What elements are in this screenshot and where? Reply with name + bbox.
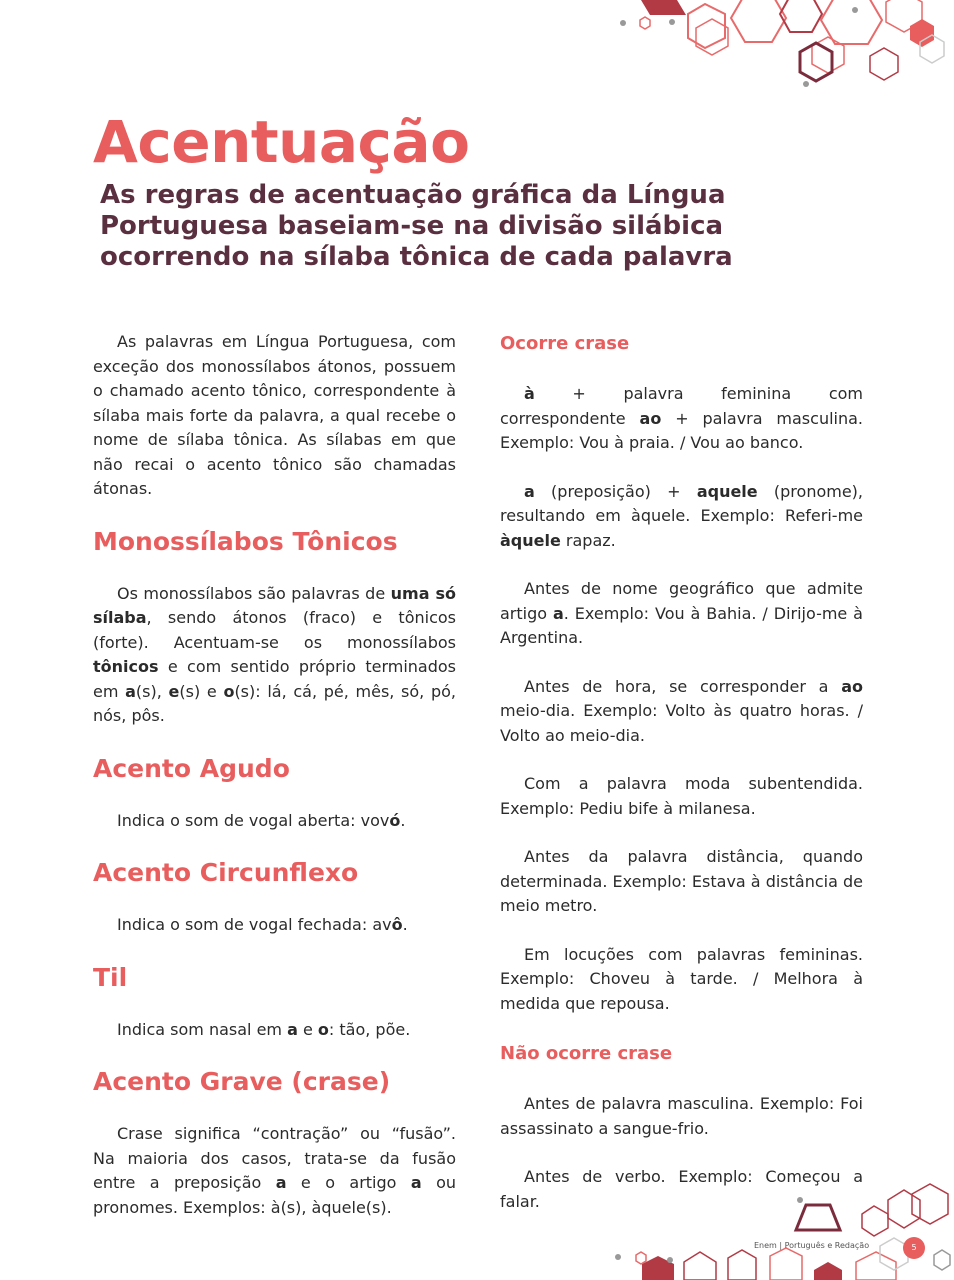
page-title: Acentuação [93, 108, 470, 176]
agudo-paragraph: Indica o som de vogal aberta: vovó. [117, 810, 406, 830]
section-heading-circunflexo: Acento Circunflexo [93, 858, 359, 887]
right-column [500, 330, 863, 1238]
ocorre-paragraph-1: à + palavra feminina com correspondente ao + palavra masculina. Exemplo: Vou à praia. / Vou ao banco. [500, 384, 864, 452]
ocorre-paragraph-5: Com a palavra moda subentendida. Exemplo: Pediu bife à milanesa. [500, 774, 863, 818]
til-paragraph: Indica som nasal em a e o: tão, põe. [117, 1019, 411, 1039]
section-heading-monossilabos: Monossílabos Tônicos [93, 526, 398, 556]
page-number-badge: 5 [903, 1237, 925, 1259]
grave-paragraph: Crase significa “contração” ou “fusão”. Na maioria dos casos, trata-se da fusão entre a preposição a e o artigo a ou pronomes. Exemplos: à(s), àquele(s). [93, 1124, 456, 1217]
ocorre-paragraph-4: Antes de hora, se corresponder a ao meio-dia. Exemplo: Volto às quatro horas. / Volto ao meio-dia. [500, 676, 863, 745]
monossilabos-paragraph: Os monossílabos são palavras de uma só sílaba, sendo átonos (fraco) e tônicos (forte). Acentuam-se os monossílabos tônicos e com sentido próprio terminados em a(s), e(s) e o(s): lá, cá, pé, mês, só, pó, nós, pôs. [93, 583, 457, 725]
section-heading-til: Til [93, 962, 128, 992]
ocorre-paragraph-7: Em locuções com palavras femininas. Exemplo: Choveu à tarde. / Melhora à medida que repousa. [500, 944, 863, 1013]
ocorre-paragraph-6: Antes da palavra distância, quando determinada. Exemplo: Estava à distância de meio metro. [500, 847, 863, 915]
footer-label: Enem | Português e Redação [754, 1241, 870, 1250]
top-hexagon-decoration [0, 0, 954, 100]
left-column [93, 330, 456, 1244]
section-heading-ocorre-crase: Ocorre crase [500, 333, 630, 354]
ocorre-paragraph-2: a (preposição) + aquele (pronome), resultando em àquele. Exemplo: Referi-me àquele rapaz. [500, 481, 863, 550]
section-heading-agudo: Acento Agudo [93, 753, 290, 783]
circunflexo-paragraph: Indica o som de vogal fechada: avô. [117, 915, 408, 934]
intro-paragraph: As palavras em Língua Portuguesa, com exceção dos monossílabos átonos, possuem o chamado acento tônico, correspondente à sílaba mais forte da palavra, a qual recebe o nome de sílaba tônica. As sílabas em que não recai o acento tônico são chamadas átonas. [93, 332, 456, 498]
nao-ocorre-paragraph-2: Antes de verbo. Exemplo: Começou a falar. [500, 1167, 863, 1211]
ocorre-paragraph-3: Antes de nome geográfico que admite artigo a. Exemplo: Vou à Bahia. / Dirijo-me à Argentina. [500, 579, 863, 647]
page-subtitle: As regras de acentuação gráfica da Língua Portuguesa baseiam-se na divisão silábica ocorrendo na sílaba tônica de cada palavra [100, 180, 733, 272]
nao-ocorre-paragraph-1: Antes de palavra masculina. Exemplo: Foi assassinato a sangue-frio. [500, 1094, 863, 1138]
section-heading-nao-ocorre-crase: Não ocorre crase [500, 1043, 673, 1064]
section-heading-grave: Acento Grave (crase) [93, 1067, 391, 1096]
